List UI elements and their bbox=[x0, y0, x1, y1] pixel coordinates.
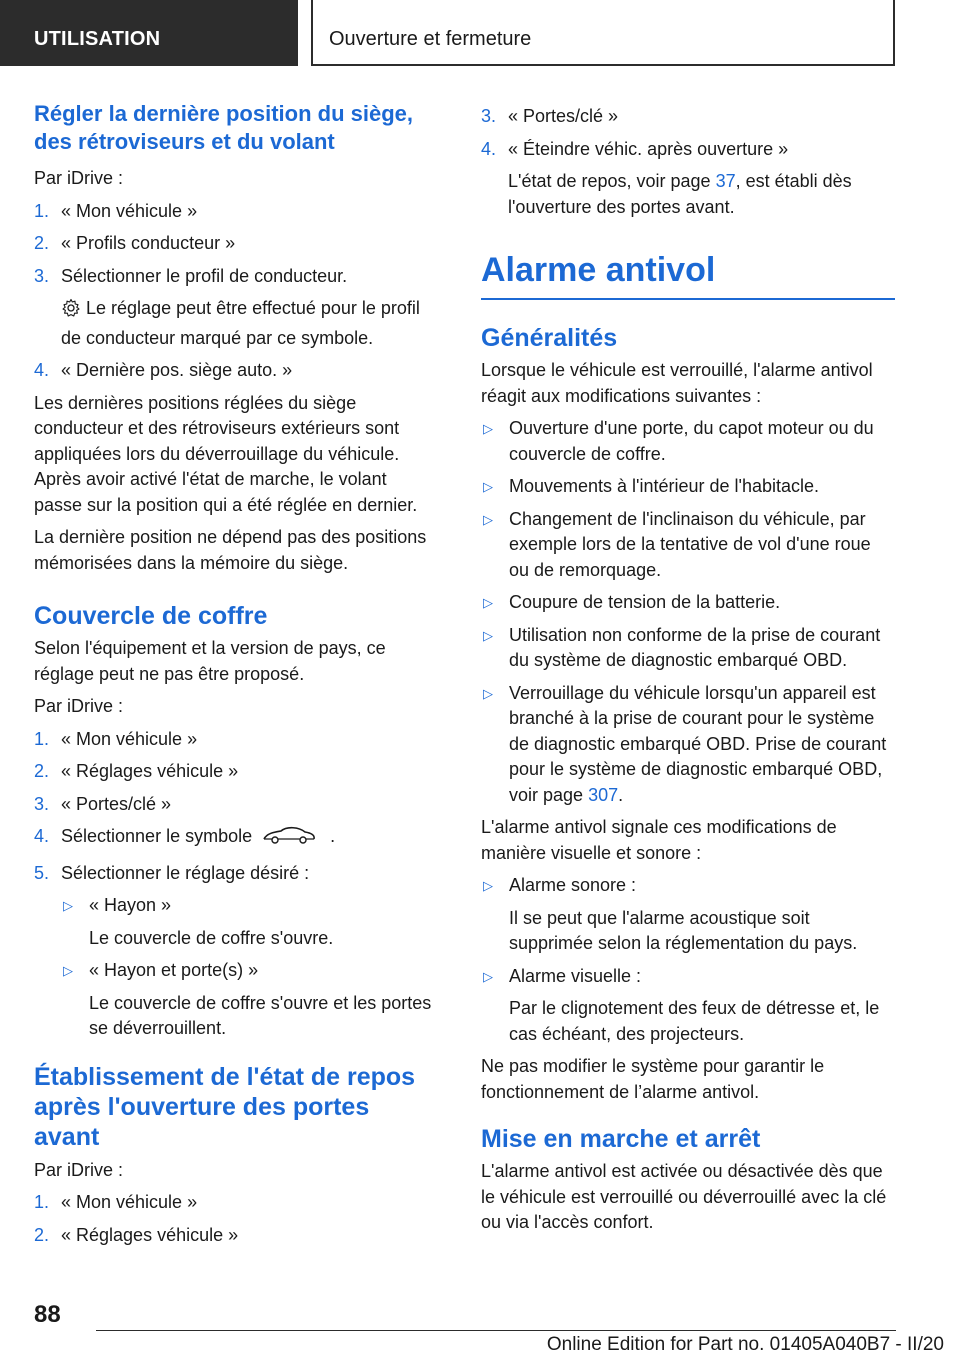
list-item: ▷ « Hayon et porte(s) » bbox=[61, 958, 439, 984]
idrive-label: Par iDrive : bbox=[34, 1159, 124, 1180]
footer-edition: Online Edition for Part no. 01405A040B7 - II/20 bbox=[546, 1334, 944, 1355]
car-symbol-icon bbox=[261, 824, 317, 854]
paragraph: Les dernières positions réglées du siège conducteur et des rétroviseurs extérieurs sont appliquées lors du déverrouillage du véhicule. Après avoir activé l'état de marche, le volant passe sur la position qui a été réglée en dernier. bbox=[34, 392, 418, 515]
list-item: ▷ Alarme visuelle : bbox=[481, 964, 895, 990]
list-item: ▷ Coupure de tension de la batterie. bbox=[481, 590, 895, 616]
list-item: 2. « Réglages véhicule » bbox=[34, 761, 239, 781]
profile-note: Le réglage peut être effectué pour le profil de conducteur marqué par ce symbole. bbox=[61, 298, 420, 348]
list-item: 4. « Dernière pos. siège auto. » bbox=[34, 360, 293, 380]
triangle-bullet-icon: ▷ bbox=[483, 878, 493, 893]
heading-last-seat-position: Régler la dernière position du siège, des rétroviseurs et du volant bbox=[34, 101, 413, 154]
paragraph: Selon l'équipement et la version de pays, ce réglage peut ne pas être proposé. bbox=[34, 638, 386, 684]
header-section-tab bbox=[0, 0, 298, 66]
list-item: 4. Sélectionner le symbole . bbox=[34, 824, 439, 854]
triangle-bullet-icon: ▷ bbox=[483, 421, 493, 436]
paragraph: Ne pas modifier le système pour garantir le fonctionnement de l’alarme antivol. bbox=[481, 1056, 825, 1102]
triangle-bullet-icon: ▷ bbox=[63, 963, 73, 978]
triangle-bullet-icon: ▷ bbox=[483, 627, 493, 643]
list-item: 4. « Éteindre véhic. après ouverture » bbox=[481, 138, 789, 159]
footer-rule bbox=[96, 1330, 896, 1331]
option-description: Le couvercle de coffre s'ouvre et les portes se déverrouillent. bbox=[89, 992, 432, 1038]
page-link[interactable]: 37 bbox=[715, 171, 736, 191]
heading-trunk-lid: Couvercle de coffre bbox=[34, 602, 268, 630]
triangle-bullet-icon: ▷ bbox=[483, 685, 493, 701]
rest-note: L'état de repos, voir page 37, est établi dès l'ouverture des portes avant. bbox=[508, 171, 852, 217]
idrive-label: Par iDrive : bbox=[34, 168, 124, 188]
heading-rest-state: Établissement de l'état de repos après l'ouverture des portes avant bbox=[34, 1062, 416, 1151]
list-item: 3. « Portes/clé » bbox=[34, 793, 172, 814]
gear-icon bbox=[61, 298, 81, 326]
list-item: 3. Sélectionner le profil de conducteur. bbox=[34, 265, 348, 286]
header-chapter-box bbox=[311, 0, 895, 66]
trunk-options bbox=[61, 893, 439, 1042]
paragraph: Lorsque le véhicule est verrouillé, l'alarme antivol réagit aux modifications suivantes : bbox=[481, 360, 873, 406]
heading-rule bbox=[481, 298, 895, 300]
idrive-label: Par iDrive : bbox=[34, 696, 124, 716]
list-item: ▷ Utilisation non conforme de la prise de courant du système de diagnostic embarqué OBD. bbox=[481, 623, 895, 674]
list-item: ▷ Changement de l'inclinaison du véhicule, par exemple lors de la tentative de vol d'une roue ou de remorquage. bbox=[481, 507, 895, 584]
paragraph: L'alarme antivol signale ces modifications de manière visuelle et sonore : bbox=[481, 817, 837, 863]
list-item: ▷ Ouverture d'une porte, du capot moteur ou du couvercle de coffre. bbox=[481, 416, 895, 467]
triangle-bullet-icon: ▷ bbox=[483, 968, 493, 984]
signal-description: Il se peut que l'alarme acoustique soit supprimée selon la réglementation du pays. bbox=[509, 907, 858, 953]
paragraph: La dernière position ne dépend pas des positions mémorisées dans la mémoire du siège. bbox=[34, 527, 427, 573]
page-number: 88 bbox=[34, 1301, 61, 1328]
signal-description: Par le clignotement des feux de détresse et, le cas échéant, des projecteurs. bbox=[509, 998, 880, 1044]
option-description: Le couvercle de coffre s'ouvre. bbox=[89, 927, 334, 948]
list-item: 5. Sélectionner le réglage désiré : bbox=[34, 862, 310, 883]
triangle-bullet-icon: ▷ bbox=[63, 898, 73, 913]
header-chapter-title: Ouverture et fermeture bbox=[329, 28, 532, 50]
heading-on-off: Mise en marche et arrêt bbox=[481, 1125, 761, 1153]
paragraph: L'alarme antivol est activée ou désactivée dès que le véhicule est verrouillé ou déverrouillé avec la clé ou via l'accès confort. bbox=[481, 1161, 887, 1232]
list-item: ▷ Mouvements à l'intérieur de l'habitacle. bbox=[481, 474, 895, 500]
left-column bbox=[34, 100, 439, 1248]
list-item: 1. « Mon véhicule » bbox=[34, 1192, 198, 1212]
list-item: 1. « Mon véhicule » bbox=[34, 200, 198, 221]
list-item: ▷ « Hayon » bbox=[61, 893, 439, 919]
list-item: 3. « Portes/clé » bbox=[481, 106, 619, 126]
heading-alarm: Alarme antivol bbox=[481, 251, 716, 289]
right-column bbox=[481, 100, 895, 1236]
triangle-bullet-icon: ▷ bbox=[483, 511, 493, 527]
list-item: ▷ Verrouillage du véhicule lorsqu'un appareil est branché à la prise de courant pour le système de diagnostic embarqué OBD. Prise de courant pour le système de diagnostic embarqué OBD, voir page 307. bbox=[481, 681, 895, 809]
list-item: ▷ Alarme sonore : bbox=[481, 873, 895, 899]
list-item: 2. « Profils conducteur » bbox=[34, 233, 236, 253]
header-section-title: UTILISATION bbox=[34, 28, 161, 50]
triangle-bullet-icon: ▷ bbox=[483, 479, 493, 494]
list-item: 2. « Réglages véhicule » bbox=[34, 1224, 239, 1245]
triangle-bullet-icon: ▷ bbox=[483, 595, 493, 610]
page-link[interactable]: 307 bbox=[588, 784, 619, 805]
heading-general: Généralités bbox=[481, 324, 618, 352]
list-item: 1. « Mon véhicule » bbox=[34, 728, 198, 749]
